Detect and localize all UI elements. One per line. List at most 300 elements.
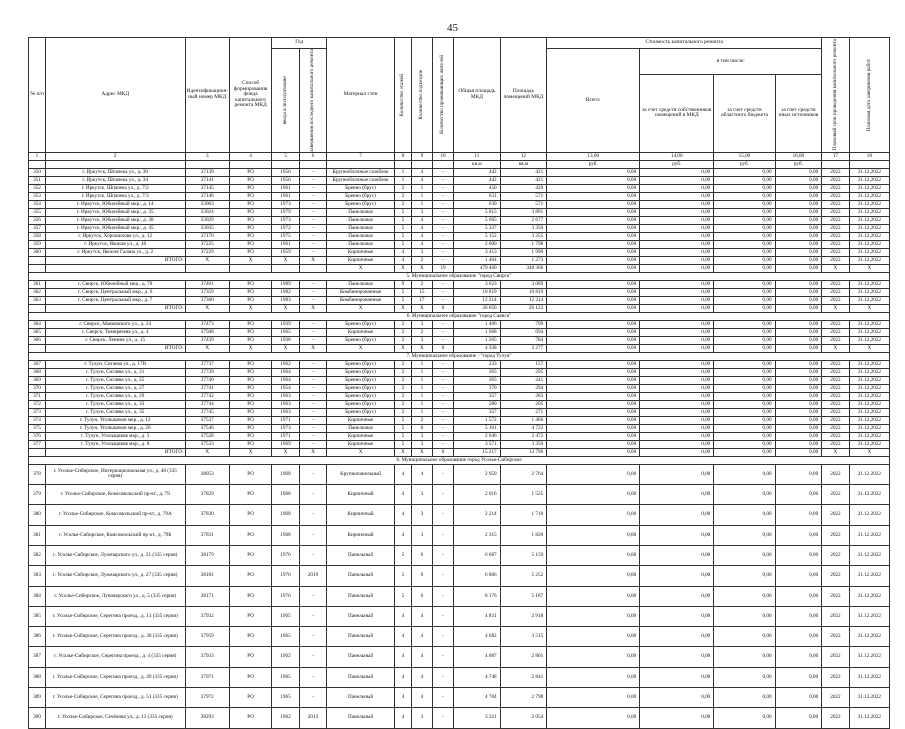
cell-num: 360 [29,248,46,256]
cell-walls: Бревно (брус) [327,376,395,384]
cell-address: г. Иркутск, Якоиля ул., д. 40 [45,240,185,248]
cell-total-area: 442 [454,168,501,176]
cell-total: 0,00 [547,368,640,376]
capital-repair-table [28,37,890,729]
cell-num: 371 [29,392,46,400]
cell-id: Х [185,448,229,456]
cell-finish-date: 31.12.2022 [849,296,889,304]
cell-walls: Кирпичный [327,485,395,505]
cell-regional: 0,00 [714,264,775,272]
cell-premises-area: 3 350 [500,224,547,232]
cell-num: 351 [29,176,46,184]
cell-total: 0,00 [547,240,640,248]
cell-num: 380 [29,505,46,525]
cell-regional: 0,00 [714,416,775,424]
cell-owners: 0,00 [640,606,714,626]
cell-total: 0,00 [547,176,640,184]
table-row [29,184,890,192]
cell-address: г. Тулун, Угольщиков мкр., д. 8 [45,440,185,448]
cell-finish-date: 31.12.2022 [849,256,889,264]
cell-finish-date: 31.12.2022 [849,505,889,525]
cell-plan-year: 2022 [822,505,849,525]
cell-local: 0,00 [775,168,822,176]
cell-address: г. Иркутск, Хорошилова ул., д. 12 [45,232,185,240]
cell-total: 0,00 [547,208,640,216]
cell-owners: 0,00 [640,208,714,216]
cell-finish-date: 31.12.2022 [849,525,889,545]
cell-id: 38171 [185,586,229,606]
cell-plan-year: 2022 [822,647,849,667]
cell-total-area: 2 646 [454,432,501,440]
cell-owners: 0,00 [640,566,714,586]
cell-residents: - [432,708,453,728]
cell-residents: - [432,505,453,525]
cell-entrances: 3 [411,432,432,440]
cell-plan-year: 2022 [822,586,849,606]
cell-plan-year: 2022 [822,200,849,208]
cell-entrances: Х [411,448,432,456]
cell-plan-year: 2022 [822,408,849,416]
cell-entrances: 1 [411,184,432,192]
unit-label [327,160,395,168]
unit-label: руб. [547,160,640,168]
column-number: 18 [849,152,889,160]
cell-regional: 0,00 [714,368,775,376]
cell-local: 0,00 [775,448,822,456]
cell-entrances: 4 [411,627,432,647]
cell-finish-date: 31.12.2022 [849,545,889,565]
cell-plan-year: 2022 [822,288,849,296]
cell-year-repair: - [299,627,326,647]
cell-address: г. Усолье-Сибирское, Серегина проезд., д. 30 (335 серия) [45,627,185,647]
cell-year-repair: - [299,464,326,484]
cell-method: РО [229,440,271,448]
cell-address: г. Усолье-Сибирское, Серегина проезд., д. 49 (335 серия) [45,667,185,687]
cell-num [29,264,46,272]
cell-num: 356 [29,216,46,224]
cell-finish-date: 31.12.2022 [849,192,889,200]
cell-local: 0,00 [775,264,822,272]
cell-method: Х [229,344,271,352]
cell-premises-area: 348 366 [500,264,547,272]
table-row [29,176,890,184]
cell-residents: - [432,200,453,208]
cell-entrances: 4 [411,216,432,224]
cell-method: РО [229,400,271,408]
cell-floors: 5 [394,216,411,224]
unit-label [394,160,411,168]
cell-id: 37170 [185,232,229,240]
cell-year-built: 1965 [272,688,299,708]
cell-entrances: 4 [411,647,432,667]
cell-year-repair: - [299,328,326,336]
cell-year-built: Х [272,256,299,264]
cell-year-built: Х [272,448,299,456]
cell-method: РО [229,168,271,176]
table-row [29,566,890,586]
column-number: 16,00 [775,152,822,160]
cell-year-repair: - [299,248,326,256]
cell-year-built: 1961 [272,192,299,200]
cell-local: 0,00 [775,408,822,416]
cell-id: 33003 [185,200,229,208]
cell-entrances: 17 [411,296,432,304]
cell-owners: 0,00 [640,392,714,400]
cell-address: г. Свирск, Центральный мкр., д. 7 [45,296,185,304]
cell-year-built: 1964 [272,368,299,376]
cell-method: РО [229,280,271,288]
cell-floors: 4 [394,256,411,264]
table-row [29,708,890,728]
cell-entrances: 3 [411,440,432,448]
cell-residents: 0 [432,344,453,352]
cell-num: 355 [29,208,46,216]
cell-year-repair: - [299,240,326,248]
cell-plan-year: 2022 [822,280,849,288]
cell-id: 37360 [185,296,229,304]
cell-num: 378 [29,464,46,484]
cell-num: 367 [29,360,46,368]
cell-year-repair: Х [299,304,326,312]
cell-entrances: 1 [411,384,432,392]
column-number: 10 [432,152,453,160]
cell-entrances: Х [411,344,432,352]
cell-id: 37745 [185,408,229,416]
cell-residents: - [432,432,453,440]
cell-walls: Кирпичные [327,248,395,256]
cell-total-area: 442 [454,176,501,184]
cell-method: РО [229,216,271,224]
cell-residents: - [432,368,453,376]
column-number: 13,00 [547,152,640,160]
cell-floors: 5 [394,586,411,606]
cell-premises-area: 429 [500,184,547,192]
unit-label: руб. [775,160,822,168]
cell-year-built: 1950 [272,176,299,184]
cell-plan-year: 2022 [822,328,849,336]
cell-num: 373 [29,408,46,416]
cell-premises-area: 205 [500,400,547,408]
cell-residents: - [432,400,453,408]
table-row [29,545,890,565]
cell-year-repair: - [299,440,326,448]
cell-premises-area: 2 054 [500,708,547,728]
cell-floors: 5 [394,440,411,448]
cell-residents: - [432,440,453,448]
cell-plan-year: 2022 [822,464,849,484]
cell-entrances: 1 [411,400,432,408]
cell-entrances: 1 [411,376,432,384]
cell-floors: 2 [394,392,411,400]
cell-total: 0,00 [547,432,640,440]
cell-premises-area: 421 [500,176,547,184]
cell-regional: 0,00 [714,440,775,448]
header-local: за счет средств иных источников [775,74,822,152]
cell-year-repair: 2013 [299,708,326,728]
cell-floors: 2 [394,376,411,384]
total-row [29,256,890,264]
cell-premises-area: 421 [500,168,547,176]
cell-address: г. Тулун, Сигаева ул., д. 25 [45,376,185,384]
cell-year-repair: - [299,216,326,224]
cell-id: 38181 [185,566,229,586]
cell-id: Х [185,256,229,264]
cell-total: 0,00 [547,525,640,545]
unit-label [229,160,271,168]
cell-entrances: 2 [411,328,432,336]
cell-id: Х [185,304,229,312]
cell-total-area: 2 214 [454,505,501,525]
cell-total: 0,00 [547,328,640,336]
cell-local: 0,00 [775,464,822,484]
cell-floors: Х [394,304,411,312]
cell-floors: 9 [394,280,411,288]
cell-local: 0,00 [775,280,822,288]
cell-entrances: 4 [411,232,432,240]
cell-num: 354 [29,200,46,208]
cell-finish-date: 31.12.2022 [849,708,889,728]
cell-residents: - [432,328,453,336]
cell-total-area: 1 572 [454,416,501,424]
unit-label [299,160,326,168]
table-row [29,505,890,525]
cell-total-area: 479 460 [454,264,501,272]
cell-total: 0,00 [547,708,640,728]
cell-floors: 5 [394,416,411,424]
cell-total-area: 6 866 [454,566,501,586]
cell-premises-area: 283 [500,392,547,400]
cell-entrances: 1 [411,368,432,376]
cell-floors: Х [394,448,411,456]
table-row [29,192,890,200]
cell-walls: Бревно (брус) [327,384,395,392]
cell-local: 0,00 [775,296,822,304]
cell-floors: 4 [394,667,411,687]
cell-total-area: 1 406 [454,320,501,328]
cell-premises-area: 571 [500,192,547,200]
cell-local: 0,00 [775,606,822,626]
cell-walls: Панельный [327,606,395,626]
cell-finish-date: 31.12.2022 [849,208,889,216]
cell-floors: 5 [394,232,411,240]
cell-entrances: 4 [411,168,432,176]
cell-year-repair: - [299,424,326,432]
cell-method: РО [229,176,271,184]
cell-address: г. Усолье-Сибирское, Луначарского ул., д. 5 (335 серия) [45,586,185,606]
cell-method: РО [229,708,271,728]
cell-entrances: 6 [411,545,432,565]
cell-walls: Крупноблочные газоблок [327,168,395,176]
column-number: 3 [185,152,229,160]
cell-finish-date: 31.12.2022 [849,248,889,256]
cell-floors: 5 [394,566,411,586]
cell-owners: 0,00 [640,400,714,408]
table-row [29,400,890,408]
cell-year-repair [299,264,326,272]
cell-total: 0,00 [547,200,640,208]
cell-local: 0,00 [775,200,822,208]
cell-year-built: Х [272,304,299,312]
cell-entrances: 1 [411,360,432,368]
cell-entrances: 4 [411,464,432,484]
unit-label: кв.м [500,160,547,168]
cell-year-built: 1939 [272,320,299,328]
cell-premises-area: 2 764 [500,464,547,484]
cell-regional: 0,00 [714,545,775,565]
header-cost-group: Стоимость капитального ремонта [547,38,822,49]
cell-premises-area: 799 [500,320,547,328]
cell-walls: Панельные [327,424,395,432]
cell-owners: 0,00 [640,232,714,240]
cell-total: 0,00 [547,280,640,288]
unit-label [822,160,849,168]
cell-method: РО [229,432,271,440]
cell-walls: Бревно (брус) [327,200,395,208]
header-year-repair: завершения последнего капитального ремонта [299,49,326,153]
cell-method: РО [229,296,271,304]
cell-address: г. Усолье-Сибирское, Комсомольский пр-кт., д. 79Б [45,525,185,545]
cell-year-repair: - [299,176,326,184]
cell-total: 0,00 [547,360,640,368]
column-number: 17 [822,152,849,160]
unit-label: руб. [714,160,775,168]
cell-entrances: 4 [411,688,432,708]
cell-num: 366 [29,336,46,344]
cell-total-area: 5 101 [454,424,501,432]
page-number: 45 [447,22,458,34]
cell-id: 33035 [185,224,229,232]
cell-total: 0,00 [547,440,640,448]
cell-address: г. Иркутск, Юбилейный мкр., д. 38 [45,216,185,224]
cell-regional: 0,00 [714,248,775,256]
cell-address: г. Тулун, Угольщиков мкр., д. 3 [45,432,185,440]
cell-address: ИТОГО: [45,344,185,352]
cell-address: г. Иркутск, Юбилейный мкр., д. 14 [45,200,185,208]
cell-year-built: 1962 [272,708,299,728]
cell-method: РО [229,192,271,200]
cell-walls: Панельный [327,566,395,586]
cell-regional: 0,00 [714,647,775,667]
cell-plan-year: 2022 [822,376,849,384]
cell-floors: 1 [394,168,411,176]
cell-owners: 0,00 [640,336,714,344]
unit-label: кв.м [454,160,501,168]
table-row [29,376,890,384]
cell-regional: 0,00 [714,505,775,525]
cell-year-repair: - [299,485,326,505]
cell-method: РО [229,392,271,400]
cell-year-built: 1954 [272,384,299,392]
cell-num: 384 [29,586,46,606]
cell-num: 365 [29,328,46,336]
cell-finish-date: 31.12.2022 [849,647,889,667]
cell-finish-date: 31.12.2022 [849,232,889,240]
cell-total-area: 3 321 [454,708,501,728]
cell-owners: 0,00 [640,688,714,708]
cell-plan-year: 2022 [822,606,849,626]
cell-address: г. Иркутск, Шпачека ул., д. 7/3 [45,192,185,200]
cell-premises-area: 1 525 [500,485,547,505]
cell-total: 0,00 [547,606,640,626]
cell-regional: 0,00 [714,208,775,216]
cell-local: 0,00 [775,525,822,545]
cell-owners: 0,00 [640,240,714,248]
table-row [29,424,890,432]
cell-premises-area: 13 796 [500,448,547,456]
cell-local: 0,00 [775,328,822,336]
cell-total: 0,00 [547,264,640,272]
cell-address: г. Тулун, Сигаева ул., д. 17В [45,360,185,368]
table-row [29,408,890,416]
cell-walls: Комбинированные [327,296,395,304]
cell-total: 0,00 [547,168,640,176]
cell-total: 0,00 [547,224,640,232]
cell-year-repair: - [299,586,326,606]
cell-total: 0,00 [547,627,640,647]
cell-plan-year: 2022 [822,688,849,708]
cell-owners: 0,00 [640,304,714,312]
cell-total: 0,00 [547,667,640,687]
unit-label [45,160,185,168]
cell-floors: 2 [394,200,411,208]
cell-num: 385 [29,606,46,626]
cell-residents: - [432,360,453,368]
cell-plan-year: 2022 [822,232,849,240]
cell-finish-date: 31.12.2022 [849,224,889,232]
cell-year-repair: - [299,288,326,296]
cell-year-built: 1968 [272,464,299,484]
cell-address: г. Иркутск, Шпачека ул., д. 34 [45,176,185,184]
header-premises-area: Площадь помещений МКД [500,38,547,153]
cell-walls: Бревно (брус) [327,320,395,328]
cell-plan-year: 2022 [822,566,849,586]
cell-total-area: 4 687 [454,647,501,667]
cell-local: 0,00 [775,288,822,296]
cell-total: 0,00 [547,448,640,456]
cell-entrances: 2 [411,416,432,424]
cell-walls: Крупнопанельный [327,464,395,484]
cell-local: 0,00 [775,192,822,200]
cell-regional: 0,00 [714,384,775,392]
cell-regional: 0,00 [714,168,775,176]
unit-label [29,160,46,168]
cell-entrances: 1 [411,408,432,416]
cell-premises-area: 784 [500,336,547,344]
cell-floors: 5 [394,208,411,216]
cell-walls: Кирпичные [327,432,395,440]
cell-id: 37146 [185,192,229,200]
cell-num: 382 [29,545,46,565]
cell-year-built: 1975 [272,232,299,240]
cell-regional: 0,00 [714,336,775,344]
cell-owners: 0,00 [640,344,714,352]
cell-owners: 0,00 [640,168,714,176]
cell-num: 374 [29,416,46,424]
cell-total-area: 2 016 [454,485,501,505]
cell-local: 0,00 [775,344,822,352]
cell-address: г. Усолье-Сибирское, Серегина проезд., д. 51 (335 серия) [45,688,185,708]
unit-label: руб. [640,160,714,168]
cell-year-repair: - [299,184,326,192]
header-finish-date: Плановая дата завершения работ [849,38,889,153]
cell-premises-area: 3 350 [500,440,547,448]
cell-id: 37225 [185,240,229,248]
cell-walls: Кирпичные [327,416,395,424]
cell-entrances: 1 [411,200,432,208]
table-row [29,200,890,208]
cell-owners: 0,00 [640,216,714,224]
header-floors: Количество этажей [394,38,411,153]
